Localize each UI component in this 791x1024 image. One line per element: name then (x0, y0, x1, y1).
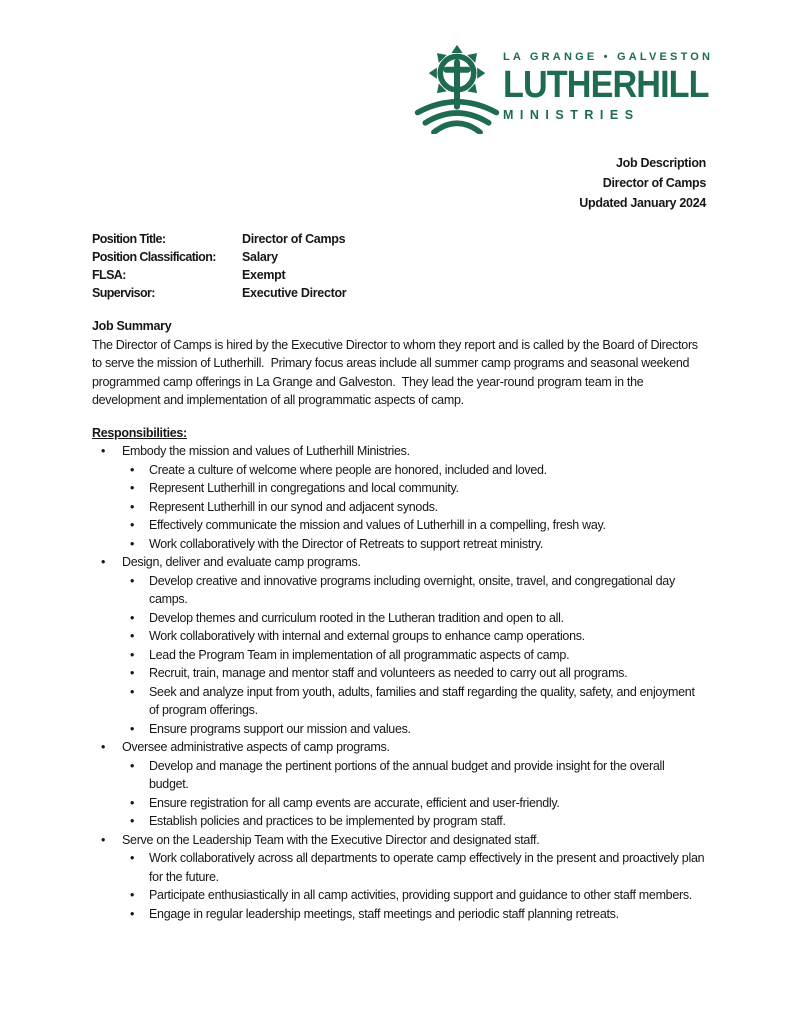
responsibility-subitem: • Establish policies and practices to be implemented by program staff. (92, 812, 706, 831)
document-header (92, 153, 706, 213)
logo-text (503, 44, 732, 122)
responsibility-subitem: • Represent Lutherhill in congregations and local community. (92, 479, 706, 498)
responsibilities-section (92, 424, 706, 924)
responsibility-subitem: • Ensure programs support our mission and values. (92, 720, 706, 739)
responsibility-item: • Design, deliver and evaluate camp programs. (92, 553, 706, 572)
doc-header-line-3: Updated January 2024 (579, 196, 706, 210)
position-label: Position Classification: (92, 250, 216, 264)
responsibility-item: • Embody the mission and values of Lutherhill Ministries. (92, 442, 706, 461)
position-value: Executive Director (242, 286, 347, 300)
responsibility-item: • Serve on the Leadership Team with the Executive Director and designated staff. (92, 831, 706, 850)
responsibilities-heading: Responsibilities: (92, 425, 187, 440)
position-value: Exempt (242, 268, 286, 282)
responsibility-subitem: • Ensure registration for all camp events are accurate, efficient and user-friendly. (92, 794, 706, 813)
responsibility-item: • Oversee administrative aspects of camp programs. (92, 738, 706, 757)
responsibility-subitem: • Engage in regular leadership meetings, staff meetings and periodic staff planning retreats. (92, 905, 706, 924)
responsibility-subitem: • Lead the Program Team in implementation of all programmatic aspects of camp. (92, 646, 706, 665)
logo-subtitle: MINISTRIES (503, 108, 640, 122)
responsibility-sublist (92, 849, 706, 923)
logo-locations: LA GRANGE • GALVESTON (503, 51, 714, 63)
responsibility-subitem: • Represent Lutherhill in our synod and adjacent synods. (92, 498, 706, 517)
responsibility-group (92, 738, 706, 831)
doc-header-line-2: Director of Camps (602, 176, 706, 190)
lutherhill-logo (414, 44, 732, 134)
position-row (92, 266, 706, 284)
responsibility-subitem: • Develop themes and curriculum rooted in the Lutheran tradition and open to all. (92, 609, 706, 628)
position-value: Salary (242, 250, 278, 264)
position-details (92, 230, 706, 302)
responsibility-subitem: • Develop creative and innovative programs including overnight, onsite, travel, and congregational day camps. (92, 572, 706, 609)
job-summary-heading: Job Summary (92, 319, 172, 333)
logo-name: LUTHERHILL (503, 64, 709, 106)
responsibility-group (92, 553, 706, 738)
position-row (92, 248, 706, 266)
responsibility-subitem: • Work collaboratively with internal and external groups to enhance camp operations. (92, 627, 706, 646)
responsibilities-list (92, 442, 706, 923)
responsibility-subitem: • Effectively communicate the mission and values of Lutherhill in a compelling, fresh way. (92, 516, 706, 535)
responsibility-group (92, 442, 706, 553)
sun-cross-hills-icon (414, 44, 500, 134)
responsibility-sublist (92, 757, 706, 831)
doc-header-line-1: Job Description (616, 156, 706, 170)
position-value: Director of Camps (242, 232, 346, 246)
position-label: FLSA: (92, 268, 126, 282)
responsibility-group (92, 831, 706, 924)
responsibility-subitem: • Develop and manage the pertinent portions of the annual budget and provide insight for the overall budget. (92, 757, 706, 794)
responsibility-subitem: • Seek and analyze input from youth, adults, families and staff regarding the quality, safety, and enjoyment of program offerings. (92, 683, 706, 720)
responsibility-subitem: • Work collaboratively across all departments to operate camp effectively in the present and proactively plan for the future. (92, 849, 706, 886)
position-label: Position Title: (92, 232, 166, 246)
responsibility-sublist (92, 572, 706, 739)
position-row (92, 284, 706, 302)
job-summary-text: The Director of Camps is hired by the Executive Director to whom they report and is called by the Board of Directors to serve the mission of Lutherhill. Primary focus areas include all summer camp programs and seasonal weekend programmed camp offerings in La Grange and Galveston. They lead the year-round program team in the development and implementation of all programmatic aspects of camp. (92, 337, 701, 407)
responsibility-subitem: • Work collaboratively with the Director of Retreats to support retreat ministry. (92, 535, 706, 554)
responsibility-subitem: • Create a culture of welcome where people are honored, included and loved. (92, 461, 706, 480)
responsibility-subitem: • Recruit, train, manage and mentor staff and volunteers as needed to carry out all programs. (92, 664, 706, 683)
job-summary-section (92, 317, 706, 410)
position-label: Supervisor: (92, 286, 155, 300)
responsibility-subitem: • Participate enthusiastically in all camp activities, providing support and guidance to other staff members. (92, 886, 706, 905)
position-row (92, 230, 706, 248)
responsibility-sublist (92, 461, 706, 554)
